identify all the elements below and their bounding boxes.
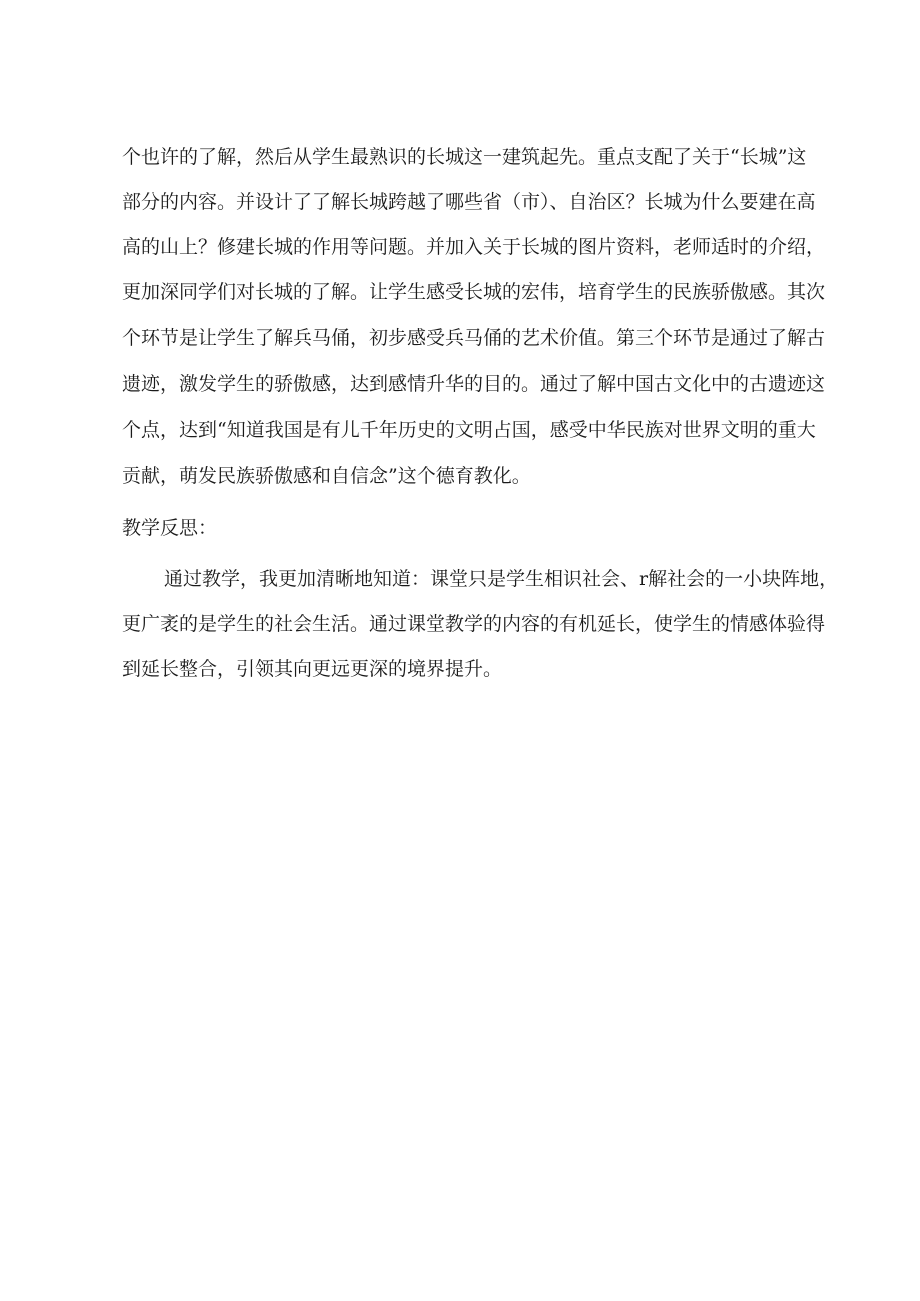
- section-heading: 教学反思：: [122, 517, 218, 539]
- body-text-line: 个点，达到“知道我国是有儿千年历史的文明占国，感受中华民族对世界文明的重大: [122, 419, 816, 441]
- body-text-line: 到延长整合，引领其向更远更深的境界提升。: [122, 658, 503, 680]
- body-text-line: 部分的内容。并设计了了解长城跨越了哪些省（市）、自治区？长城为什么要建在高: [122, 191, 816, 213]
- body-text-line: 个环节是让学生了解兵马俑，初步感受兵马俑的艺术价值。第三个环节是通过了解古: [122, 327, 826, 349]
- body-text-line: 个也许的了解，然后从学生最熟识的长城这一建筑起先。重点支配了关于“长城”这: [122, 146, 807, 168]
- body-text-line: 更加深同学们对长城的了解。让学生感受长城的宏伟，培育学生的民族骄傲感。其次: [122, 281, 826, 303]
- body-text-line: 更广袤的是学生的社会生活。通过课堂教学的内容的有机延长，使学生的情感体验得: [122, 613, 826, 635]
- body-text-line: 通过教学，我更加清晰地知道：课堂只是学生相识社会、r解社会的一小块阵地，: [164, 568, 839, 590]
- body-text-line: 贡献，萌发民族骄傲感和自信念”这个德育教化。: [122, 465, 531, 487]
- body-text-line: 遗迹，激发学生的骄傲感，达到感情升华的目的。通过了解中国古文化中的古遗迹这: [122, 373, 826, 395]
- body-text-line: 高的山上？修建长城的作用等问题。并加入关于长城的图片资料，老师适时的介绍，: [122, 236, 826, 258]
